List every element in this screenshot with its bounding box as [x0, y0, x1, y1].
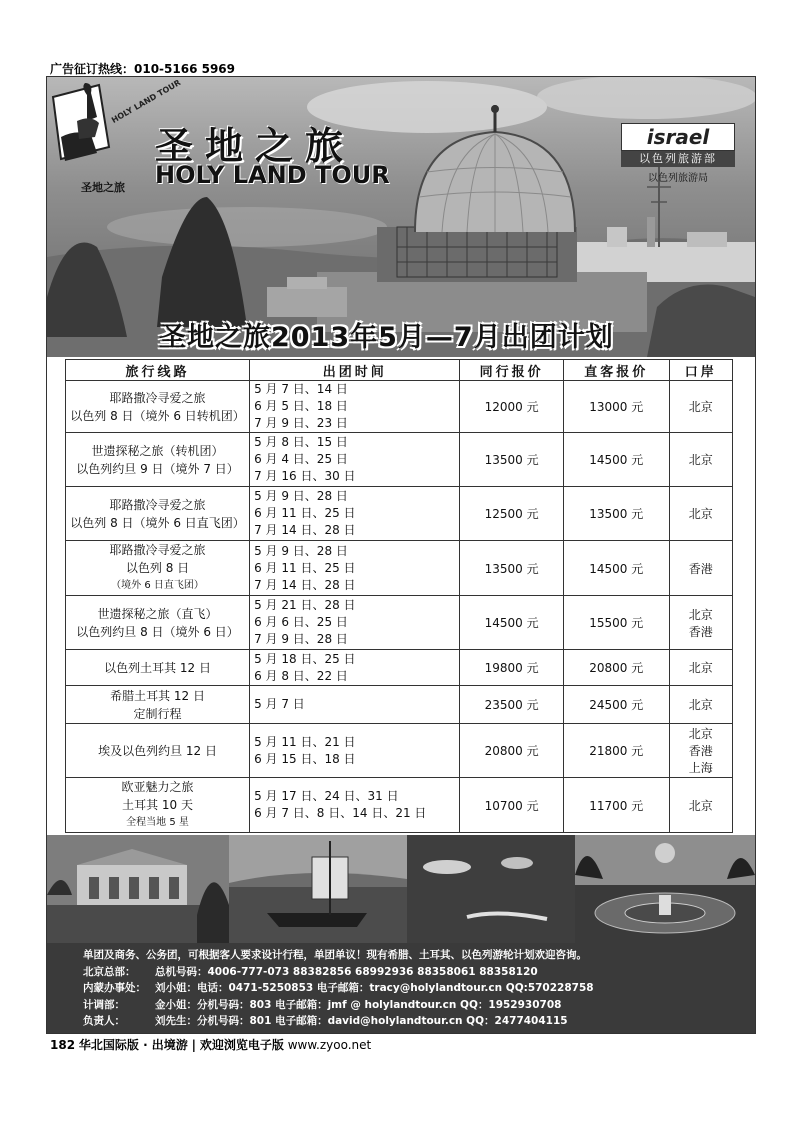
dates-cell-line: 6 月 15 日、18 日	[254, 751, 356, 766]
plan-title: 圣地之旅2013年5月—7月出团计划	[159, 322, 614, 353]
dates-cell-line: 5 月 17 日、24 日、31 日	[254, 789, 399, 803]
contact-label: 北京总部：	[83, 965, 136, 978]
trade-price-cell: 10700 元	[460, 778, 564, 833]
port-cell-line: 上海	[688, 761, 713, 775]
port-cell	[669, 650, 732, 686]
footer-slogan: 欢迎浏览电子版	[199, 1038, 284, 1052]
contact-row	[83, 980, 755, 997]
port-cell-line: 香港	[688, 744, 713, 758]
brand-name-chinese: 圣地之旅	[155, 124, 356, 168]
footer-divider: |	[191, 1038, 197, 1052]
dates-cell-line: 7 月 9 日、23 日	[254, 416, 348, 430]
table-row	[66, 778, 733, 833]
dates-cell-line: 7 月 14 日、28 日	[254, 577, 356, 592]
ad-hotline: 广告征订热线：010-5166 5969	[50, 62, 236, 76]
brand-name-english: HOLY LAND TOUR	[155, 161, 390, 189]
port-cell	[669, 541, 732, 596]
route-cell	[66, 541, 250, 596]
route-cell-line: 希腊土耳其 12 日	[110, 688, 205, 703]
trade-price-cell: 14500 元	[460, 596, 564, 650]
dates-cell-line: 7 月 9 日、28 日	[254, 632, 348, 646]
route-cell	[66, 686, 250, 724]
tour-schedule-table	[65, 359, 733, 833]
table-row	[66, 541, 733, 596]
dates-cell	[250, 778, 460, 833]
contact-label: 负责人：	[83, 1015, 125, 1027]
dates-cell-line: 5 月 8 日、15 日	[254, 435, 348, 449]
dates-cell	[250, 650, 460, 686]
route-cell	[66, 596, 250, 650]
contact-info-panel	[47, 943, 755, 1033]
contact-intro: 单团及商务、公务团，可根据客人要求设计行程，单团单议！现有希腊、土耳其、以色列游轮计划欢迎咨询。	[83, 949, 587, 961]
table-row	[66, 381, 733, 433]
port-cell-line: 北京	[688, 453, 713, 467]
dates-cell	[250, 596, 460, 650]
contact-row	[83, 997, 755, 1014]
website-link[interactable]: www.zyoo.net	[287, 1038, 372, 1052]
dates-cell-line: 6 月 7 日、8 日、14 日、21 日	[254, 806, 427, 820]
route-cell	[66, 724, 250, 778]
table-row	[66, 487, 733, 541]
page-footer	[50, 1036, 371, 1053]
dates-cell-line: 6 月 11 日、25 日	[254, 560, 356, 575]
trade-price-cell: 23500 元	[460, 686, 564, 724]
port-cell	[669, 686, 732, 724]
port-cell-line: 北京	[688, 507, 713, 521]
direct-price-cell: 15500 元	[563, 596, 669, 650]
route-cell	[66, 487, 250, 541]
contact-details: 金小姐：分机号码：803 电子邮箱：jmf @ holylandtour.cn QQ：1952930708	[155, 998, 562, 1011]
trade-price-cell: 12000 元	[460, 381, 564, 433]
port-cell-line: 北京	[688, 661, 713, 675]
route-cell-line: 欧亚魅力之旅	[121, 780, 194, 794]
publication-name: 华北国际版 · 出境游	[78, 1038, 188, 1052]
direct-price-cell: 14500 元	[563, 541, 669, 596]
port-cell-line: 北京	[688, 607, 713, 622]
port-cell	[669, 724, 732, 778]
port-cell-line: 北京	[688, 727, 713, 741]
route-cell-line: 以色列 8 日（境外 6 日直飞团）	[70, 515, 245, 530]
israel-tourism-logo	[621, 123, 735, 183]
dates-cell-line: 5 月 21 日、28 日	[254, 598, 356, 612]
port-cell-line: 香港	[688, 624, 713, 639]
dates-cell-line: 5 月 9 日、28 日	[254, 543, 348, 558]
israel-ministry-band: 以色列旅游部	[621, 151, 735, 167]
port-cell	[669, 433, 732, 487]
dates-cell-line: 6 月 5 日、18 日	[254, 399, 348, 413]
israel-wordmark: israel	[621, 123, 735, 151]
page-number: 182	[50, 1038, 76, 1052]
route-cell-line: 全程当地 5 星	[126, 817, 189, 828]
trade-price-cell: 19800 元	[460, 650, 564, 686]
route-cell-line: 世遗探秘之旅（直飞）	[97, 606, 218, 621]
dates-cell-line: 6 月 4 日、25 日	[254, 452, 348, 466]
ad-frame	[46, 76, 756, 1034]
route-cell-line: 以色列约旦 9 日（境外 7 日）	[76, 461, 239, 476]
port-cell-line: 北京	[688, 798, 713, 813]
direct-price-cell: 14500 元	[563, 433, 669, 487]
dates-cell-line: 5 月 7 日	[254, 697, 305, 711]
dates-cell-line: 6 月 8 日、22 日	[254, 668, 348, 683]
dates-cell-line: 6 月 11 日、25 日	[254, 506, 356, 520]
dates-cell-line: 7 月 14 日、28 日	[254, 523, 356, 537]
table-row	[66, 596, 733, 650]
dates-cell-line: 5 月 18 日、25 日	[254, 651, 356, 666]
port-cell	[669, 778, 732, 833]
table-header-row	[66, 360, 733, 381]
route-cell	[66, 778, 250, 833]
contact-details: 总机号码：4006-777-073 88382856 68992936 88358061 88358120	[155, 965, 538, 978]
header-port: 口岸	[669, 360, 732, 381]
port-cell-line: 北京	[688, 400, 713, 414]
dates-cell	[250, 541, 460, 596]
hero-banner	[47, 77, 755, 357]
route-cell-line: 耶路撒冷寻爱之旅	[109, 543, 206, 557]
dates-cell-line: 6 月 6 日、25 日	[254, 615, 348, 629]
header-direct-price: 直客报价	[563, 360, 669, 381]
route-cell	[66, 650, 250, 686]
header-trade-price: 同行报价	[460, 360, 564, 381]
route-cell-line: 以色列土耳其 12 日	[104, 660, 211, 675]
table-row	[66, 686, 733, 724]
route-cell-line: 定制行程	[133, 706, 182, 721]
contact-details: 刘小姐：电话：0471-5250853 电子邮箱：tracy@holylandtour.cn QQ:570228758	[155, 982, 594, 994]
route-cell-line: 以色列约旦 8 日（境外 6 日）	[76, 624, 239, 639]
route-cell-line: 耶路撒冷寻爱之旅	[109, 390, 206, 405]
direct-price-cell: 24500 元	[563, 686, 669, 724]
contact-row	[83, 1013, 755, 1030]
route-cell-line: 以色列 8 日	[125, 561, 190, 575]
dates-cell-line: 5 月 7 日、14 日	[254, 382, 348, 396]
trade-price-cell: 20800 元	[460, 724, 564, 778]
table-row	[66, 650, 733, 686]
dates-cell	[250, 381, 460, 433]
dates-cell-line: 5 月 9 日、28 日	[254, 489, 348, 503]
trade-price-cell: 13500 元	[460, 433, 564, 487]
dates-cell	[250, 433, 460, 487]
israel-bureau-caption: 以色列旅游局	[648, 173, 708, 184]
logo-caption: 圣地之旅	[81, 181, 125, 194]
port-cell-line: 香港	[688, 561, 713, 576]
dates-cell	[250, 686, 460, 724]
direct-price-cell: 20800 元	[563, 650, 669, 686]
route-cell-line: （境外 6 日直飞团）	[111, 580, 204, 591]
port-cell	[669, 487, 732, 541]
port-cell	[669, 381, 732, 433]
dates-cell-line: 7 月 16 日、30 日	[254, 469, 356, 483]
trade-price-cell: 13500 元	[460, 541, 564, 596]
direct-price-cell: 11700 元	[563, 778, 669, 833]
route-cell-line: 以色列 8 日（境外 6 日转机团）	[70, 408, 245, 423]
destination-photos-illustration	[47, 835, 755, 943]
direct-price-cell: 21800 元	[563, 724, 669, 778]
header-dates: 出团时间	[250, 360, 460, 381]
route-cell-line: 土耳其 10 天	[122, 798, 193, 812]
route-cell-line: 埃及以色列约旦 12 日	[98, 743, 217, 758]
dates-cell	[250, 724, 460, 778]
table-row	[66, 724, 733, 778]
contact-details: 刘先生：分机号码：801 电子邮箱：david@holylandtour.cn QQ：2477404115	[155, 1015, 568, 1027]
contact-label: 内蒙办事处：	[83, 982, 146, 994]
port-cell	[669, 596, 732, 650]
contact-row	[83, 964, 755, 981]
route-cell	[66, 381, 250, 433]
logo-ring-text: HOLY LAND TOUR	[109, 78, 183, 125]
table-row	[66, 433, 733, 487]
route-cell	[66, 433, 250, 487]
contact-label: 计调部：	[83, 998, 125, 1011]
holy-land-tour-logo-icon	[47, 77, 127, 173]
photo-strip	[47, 835, 755, 943]
port-cell-line: 北京	[688, 698, 713, 712]
dates-cell	[250, 487, 460, 541]
header-route: 旅行线路	[66, 360, 250, 381]
direct-price-cell: 13500 元	[563, 487, 669, 541]
route-cell-line: 耶路撒冷寻爱之旅	[109, 497, 206, 512]
direct-price-cell: 13000 元	[563, 381, 669, 433]
trade-price-cell: 12500 元	[460, 487, 564, 541]
route-cell-line: 世遗探秘之旅（转机团）	[91, 443, 224, 458]
dates-cell-line: 5 月 11 日、21 日	[254, 734, 356, 749]
